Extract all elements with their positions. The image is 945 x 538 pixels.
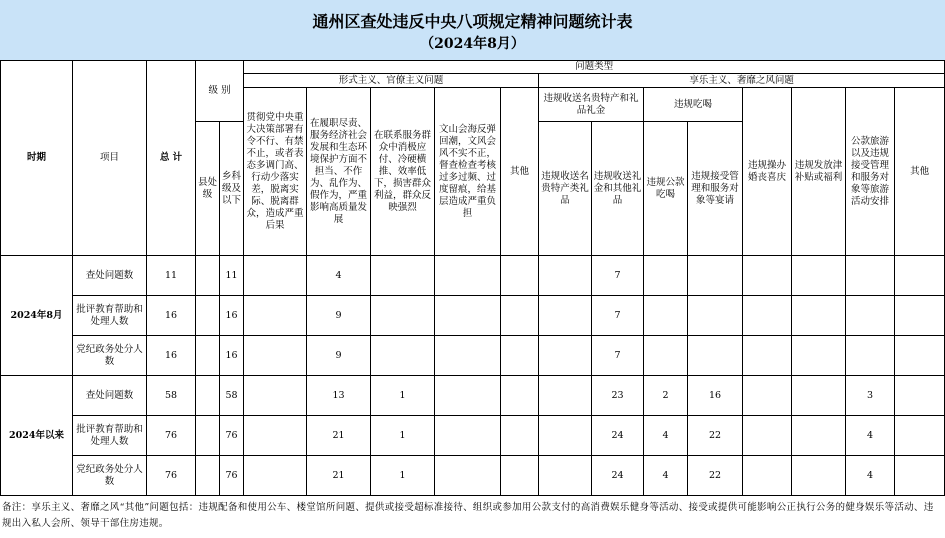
cell-f3 <box>371 296 435 336</box>
table-row <box>1 296 945 336</box>
cell-f3 <box>371 336 435 376</box>
cell-total: 16 <box>147 296 196 336</box>
cell-wedding <box>743 416 792 456</box>
cell-township: 76 <box>220 456 244 496</box>
header-county: 县处级 <box>196 122 220 256</box>
cell-eat1 <box>644 256 688 296</box>
cell-f2: 9 <box>307 296 371 336</box>
row-label: 查处问题数 <box>73 376 147 416</box>
header-eat-group: 违规吃喝 <box>644 88 743 122</box>
cell-subsidy <box>792 416 846 456</box>
header-problem-type: 问题类型 <box>244 61 945 74</box>
cell-h-other <box>895 456 945 496</box>
cell-gift2: 23 <box>592 376 644 416</box>
row-label: 批评教育帮助和处理人数 <box>73 416 147 456</box>
header-f4: 文山会海反弹回潮，文风会风不实不正，督查检查考核过多过频、过度留痕，给基层造成严重负担 <box>435 88 501 256</box>
cell-f2: 9 <box>307 336 371 376</box>
cell-wedding <box>743 256 792 296</box>
cell-f-other <box>501 416 539 456</box>
cell-f1 <box>244 296 307 336</box>
cell-county <box>196 416 220 456</box>
cell-eat1: 4 <box>644 416 688 456</box>
cell-gift2: 7 <box>592 336 644 376</box>
cell-subsidy <box>792 256 846 296</box>
cell-township: 11 <box>220 256 244 296</box>
cell-travel <box>846 336 895 376</box>
cell-total: 76 <box>147 416 196 456</box>
cell-eat2 <box>688 296 743 336</box>
cell-f1 <box>244 416 307 456</box>
cell-f1 <box>244 336 307 376</box>
header-township: 乡科级及以下 <box>220 122 244 256</box>
cell-gift2: 24 <box>592 416 644 456</box>
header-travel: 公款旅游以及违规接受管理和服务对象等旅游活动安排 <box>846 88 895 256</box>
cell-f2: 13 <box>307 376 371 416</box>
cell-gift1 <box>539 256 592 296</box>
header-formalism: 形式主义、官僚主义问题 <box>244 74 539 88</box>
cell-h-other <box>895 376 945 416</box>
statistics-table <box>0 60 945 496</box>
cell-f3: 1 <box>371 376 435 416</box>
period-label: 2024年以来 <box>1 376 73 496</box>
cell-gift1 <box>539 296 592 336</box>
cell-travel <box>846 256 895 296</box>
header-time: 时期 <box>1 61 73 256</box>
title-bar <box>0 0 945 61</box>
cell-f-other <box>501 376 539 416</box>
header-f3: 在联系服务群众中消极应付、冷硬横推、效率低下，损害群众利益，群众反映强烈 <box>371 88 435 256</box>
cell-gift1 <box>539 376 592 416</box>
cell-travel: 3 <box>846 376 895 416</box>
row-label: 党纪政务处分人数 <box>73 336 147 376</box>
header-gift2: 违规收送礼金和其他礼品 <box>592 122 644 256</box>
cell-eat2: 16 <box>688 376 743 416</box>
cell-h-other <box>895 336 945 376</box>
period-label: 2024年8月 <box>1 256 73 376</box>
cell-f4 <box>435 296 501 336</box>
cell-township: 16 <box>220 296 244 336</box>
cell-subsidy <box>792 456 846 496</box>
cell-eat1: 4 <box>644 456 688 496</box>
header-wedding: 违规操办婚丧喜庆 <box>743 88 792 256</box>
cell-eat2: 22 <box>688 456 743 496</box>
cell-gift2: 24 <box>592 456 644 496</box>
cell-subsidy <box>792 376 846 416</box>
table-row <box>1 456 945 496</box>
cell-gift2: 7 <box>592 296 644 336</box>
header-row-1 <box>1 61 945 74</box>
cell-eat2 <box>688 256 743 296</box>
cell-f3: 1 <box>371 456 435 496</box>
cell-travel <box>846 296 895 336</box>
cell-county <box>196 376 220 416</box>
cell-wedding <box>743 376 792 416</box>
table-row <box>1 336 945 376</box>
row-label: 党纪政务处分人数 <box>73 456 147 496</box>
cell-total: 11 <box>147 256 196 296</box>
cell-subsidy <box>792 336 846 376</box>
header-f-other: 其他 <box>501 88 539 256</box>
cell-gift1 <box>539 456 592 496</box>
header-subsidy: 违规发放津补贴或福利 <box>792 88 846 256</box>
header-total: 总 计 <box>147 61 196 256</box>
cell-total: 76 <box>147 456 196 496</box>
cell-f2: 4 <box>307 256 371 296</box>
table-row <box>1 256 945 296</box>
cell-eat2 <box>688 336 743 376</box>
cell-f-other <box>501 256 539 296</box>
header-eat1: 违规公款吃喝 <box>644 122 688 256</box>
cell-wedding <box>743 456 792 496</box>
header-h-other: 其他 <box>895 88 945 256</box>
cell-travel: 4 <box>846 456 895 496</box>
cell-gift1 <box>539 416 592 456</box>
cell-h-other <box>895 296 945 336</box>
cell-gift2: 7 <box>592 256 644 296</box>
header-eat2: 违规接受管理和服务对象等宴请 <box>688 122 743 256</box>
cell-county <box>196 256 220 296</box>
header-f2: 在履职尽责、服务经济社会发展和生态环境保护方面不担当、不作为、乱作为、假作为，严重影响高质量发展 <box>307 88 371 256</box>
cell-township: 16 <box>220 336 244 376</box>
page-subtitle: （2024年8月） <box>420 36 525 52</box>
cell-township: 58 <box>220 376 244 416</box>
cell-f-other <box>501 336 539 376</box>
cell-total: 16 <box>147 336 196 376</box>
cell-f2: 21 <box>307 456 371 496</box>
cell-f4 <box>435 376 501 416</box>
header-hedonism: 享乐主义、奢靡之风问题 <box>539 74 945 88</box>
footnote: 备注：享乐主义、奢靡之风“其他”问题包括：违规配备和使用公车、楼堂馆所问题、提供或接受超标准接待、组织或参加用公款支付的高消费娱乐健身等活动、接受或提供可能影响公正执行公务的健身娱乐等活动、违规出入私人会所、领导干部住房违规。 <box>2 502 934 529</box>
cell-county <box>196 456 220 496</box>
cell-subsidy <box>792 296 846 336</box>
cell-eat1 <box>644 336 688 376</box>
table-row <box>1 416 945 456</box>
cell-f3 <box>371 256 435 296</box>
cell-f4 <box>435 416 501 456</box>
cell-gift1 <box>539 336 592 376</box>
header-level: 级 别 <box>196 61 244 122</box>
cell-f1 <box>244 376 307 416</box>
cell-f4 <box>435 456 501 496</box>
cell-wedding <box>743 336 792 376</box>
cell-f3: 1 <box>371 416 435 456</box>
cell-h-other <box>895 256 945 296</box>
page-title: 通州区查处违反中央八项规定精神问题统计表 <box>312 12 633 31</box>
header-f1: 贯彻党中央重大决策部署有令不行、有禁不止，或者表态多调门高、行动少落实差，脱离实际、脱离群众，造成严重后果 <box>244 88 307 256</box>
cell-township: 76 <box>220 416 244 456</box>
cell-eat1: 2 <box>644 376 688 416</box>
cell-eat1 <box>644 296 688 336</box>
cell-f-other <box>501 296 539 336</box>
cell-eat2: 22 <box>688 416 743 456</box>
cell-county <box>196 336 220 376</box>
cell-wedding <box>743 296 792 336</box>
header-gift-group: 违规收送名贵特产和礼品礼金 <box>539 88 644 122</box>
cell-f4 <box>435 336 501 376</box>
cell-f1 <box>244 256 307 296</box>
table-row <box>1 376 945 416</box>
cell-travel: 4 <box>846 416 895 456</box>
cell-f4 <box>435 256 501 296</box>
cell-total: 58 <box>147 376 196 416</box>
header-item: 项目 <box>73 61 147 256</box>
cell-f-other <box>501 456 539 496</box>
row-label: 查处问题数 <box>73 256 147 296</box>
cell-f1 <box>244 456 307 496</box>
cell-h-other <box>895 416 945 456</box>
cell-f2: 21 <box>307 416 371 456</box>
header-gift1: 违规收送名贵特产类礼品 <box>539 122 592 256</box>
cell-county <box>196 296 220 336</box>
row-label: 批评教育帮助和处理人数 <box>73 296 147 336</box>
